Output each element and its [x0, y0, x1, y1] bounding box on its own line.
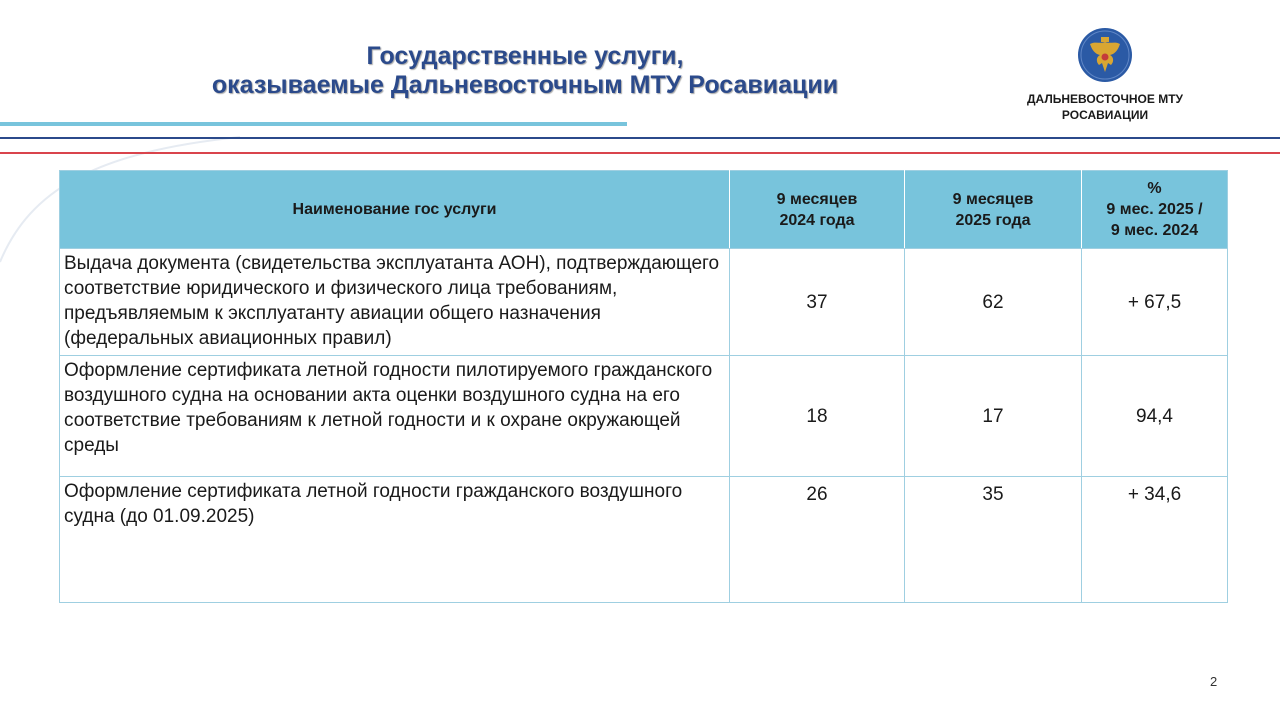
value-2024-cell: 37 — [730, 249, 905, 356]
services-table — [59, 170, 1228, 603]
accent-rule-light — [0, 122, 627, 126]
service-name-cell: Выдача документа (свидетельства эксплуатанта АОН), подтверждающего соответствие юридического и физического лица требованиям, предъявляемым к эксплуатанту авиации общего назначения (федеральных авиационных правил) — [60, 249, 730, 356]
page-title-line-1: Государственные услуги, — [366, 42, 684, 70]
percent-cell: + 34,6 — [1082, 477, 1228, 603]
russian-coat-of-arms-icon — [1077, 27, 1133, 83]
page-title — [160, 42, 890, 100]
table-header-row — [60, 171, 1228, 249]
header-percent-line-2: 9 мес. 2025 / — [1106, 201, 1203, 218]
header-percent-line-3: 9 мес. 2024 — [1110, 222, 1199, 239]
service-name-cell: Оформление сертификата летной годности пилотируемого гражданского воздушного судна на основании акта оценки воздушного судна на его соответствие требованиям к летной годности и к охране окружающей среды — [60, 356, 730, 477]
service-name-cell: Оформление сертификата летной годности гражданского воздушного судна (до 01.09.2025) — [60, 477, 730, 603]
accent-rule-navy — [0, 137, 1280, 139]
header-service-name: Наименование гос услуги — [60, 171, 730, 249]
value-2025-cell: 35 — [905, 477, 1082, 603]
header-percent-line-1: % — [1147, 180, 1162, 197]
header-2025-line-2: 2025 года — [955, 211, 1031, 229]
value-2024-cell: 26 — [730, 477, 905, 603]
percent-cell: 94,4 — [1082, 356, 1228, 477]
organization-name-line-1: ДАЛЬНЕВОСТОЧНОЕ МТУ — [1026, 92, 1184, 106]
table-row — [60, 356, 1228, 477]
value-2025-cell: 62 — [905, 249, 1082, 356]
page-number: 2 — [1210, 674, 1218, 689]
organization-name-line-2: РОСАВИАЦИИ — [1061, 108, 1149, 122]
percent-cell: + 67,5 — [1082, 249, 1228, 356]
value-2025-cell: 17 — [905, 356, 1082, 477]
header-2025-line-1: 9 месяцев — [952, 190, 1034, 208]
header-2024-line-1: 9 месяцев — [776, 190, 858, 208]
accent-rule-red — [0, 152, 1280, 154]
header-2024-line-2: 2024 года — [779, 211, 855, 229]
header-2024 — [730, 171, 905, 249]
table-row — [60, 477, 1228, 603]
header-2025 — [905, 171, 1082, 249]
page-title-line-2: оказываемые Дальневосточным МТУ Росавиации — [211, 71, 839, 99]
value-2024-cell: 18 — [730, 356, 905, 477]
organization-name — [1005, 91, 1205, 123]
table-row — [60, 249, 1228, 356]
organization-logo — [1005, 27, 1205, 123]
header-percent — [1082, 171, 1228, 249]
